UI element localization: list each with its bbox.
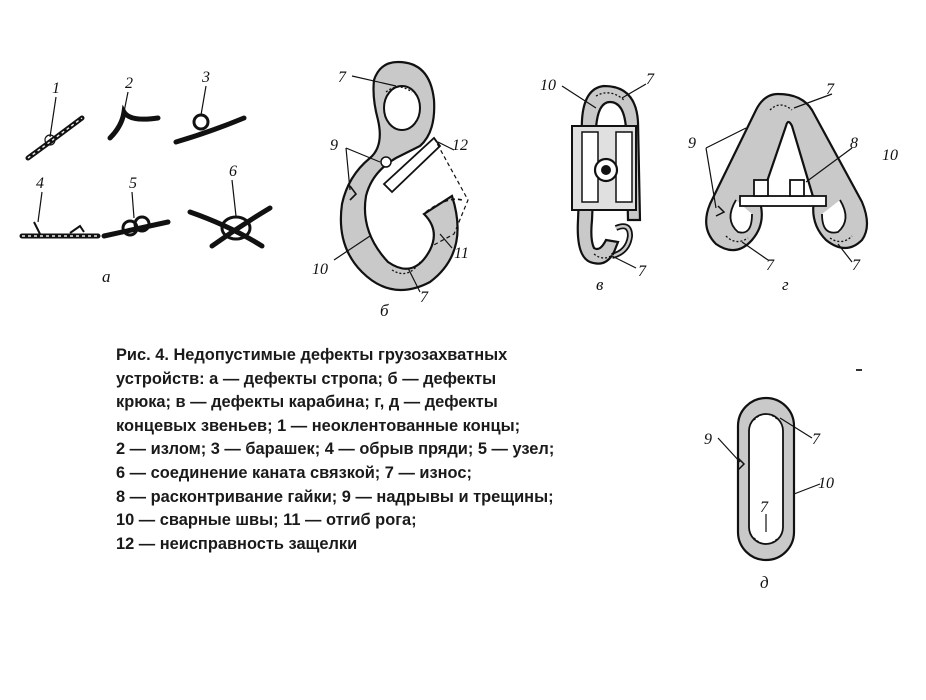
letter-b: б bbox=[380, 301, 389, 320]
caption-line: 10 — сварные швы; 11 — отгиб рога; bbox=[116, 511, 417, 530]
label-1: 1 bbox=[52, 80, 60, 97]
letter-d: д bbox=[760, 573, 769, 592]
letter-a: а bbox=[102, 267, 111, 286]
label-g10: 10 bbox=[882, 147, 898, 164]
end-link-clamp-group bbox=[688, 81, 898, 294]
caption-line: концевых звеньев; 1 — неоклентованные концы; bbox=[116, 416, 521, 435]
sling-defects-group bbox=[22, 69, 270, 286]
figure-caption bbox=[116, 344, 636, 556]
label-g7-right: 7 bbox=[852, 257, 860, 274]
caption-line: крюка; в — дефекты карабина; г, д — дефекты bbox=[116, 393, 498, 412]
label-2: 2 bbox=[125, 75, 133, 92]
label-v7-top: 7 bbox=[646, 71, 654, 88]
label-v10: 10 bbox=[540, 77, 556, 94]
carabiner-defects-group bbox=[540, 71, 655, 294]
clamp-nut-right bbox=[790, 180, 804, 196]
caption-line: 6 — соединение каната связкой; 7 — износ; bbox=[116, 463, 472, 482]
label-5: 5 bbox=[129, 175, 137, 192]
label-g8: 8 bbox=[850, 135, 858, 152]
caption-line: 2 — излом; 3 — барашек; 4 — обрыв пряди; 5 — узел; bbox=[116, 440, 555, 459]
caption-line: Рис. 4. Недопустимые дефекты грузозахватных bbox=[116, 346, 508, 364]
hook-defects-group bbox=[312, 62, 469, 320]
label-d9: 9 bbox=[704, 431, 712, 448]
label-d7-top: 7 bbox=[812, 431, 820, 448]
rope-birdcage bbox=[176, 118, 244, 142]
label-g9: 9 bbox=[688, 135, 696, 152]
label-4: 4 bbox=[36, 175, 44, 192]
oval-link-group bbox=[704, 398, 834, 592]
label-g7-top: 7 bbox=[826, 81, 834, 98]
label-b9: 9 bbox=[330, 137, 338, 154]
caption-line: устройств: а — дефекты стропа; б — дефекты bbox=[116, 369, 497, 388]
caption-line: 8 — расконтривание гайки; 9 — надрывы и трещины; bbox=[116, 487, 554, 506]
label-b12: 12 bbox=[452, 137, 468, 154]
label-b7-bottom: 7 bbox=[420, 289, 428, 306]
clamp-plate bbox=[740, 196, 826, 206]
hook-eye bbox=[384, 86, 420, 130]
label-b11: 11 bbox=[454, 245, 469, 262]
rope-kink bbox=[110, 112, 158, 138]
label-d7-bottom: 7 bbox=[760, 499, 768, 516]
caption-line: 12 — неисправность защелки bbox=[116, 534, 358, 553]
label-g7-left: 7 bbox=[766, 257, 774, 274]
label-v7-bottom: 7 bbox=[638, 263, 646, 280]
label-b10: 10 bbox=[312, 261, 328, 278]
letter-g: г bbox=[782, 275, 789, 294]
label-3: 3 bbox=[202, 69, 210, 86]
clamp-nut-left bbox=[754, 180, 768, 196]
letter-v: в bbox=[596, 275, 604, 294]
label-b7-top: 7 bbox=[338, 69, 346, 86]
label-6: 6 bbox=[229, 163, 237, 180]
label-d10: 10 bbox=[818, 475, 834, 492]
